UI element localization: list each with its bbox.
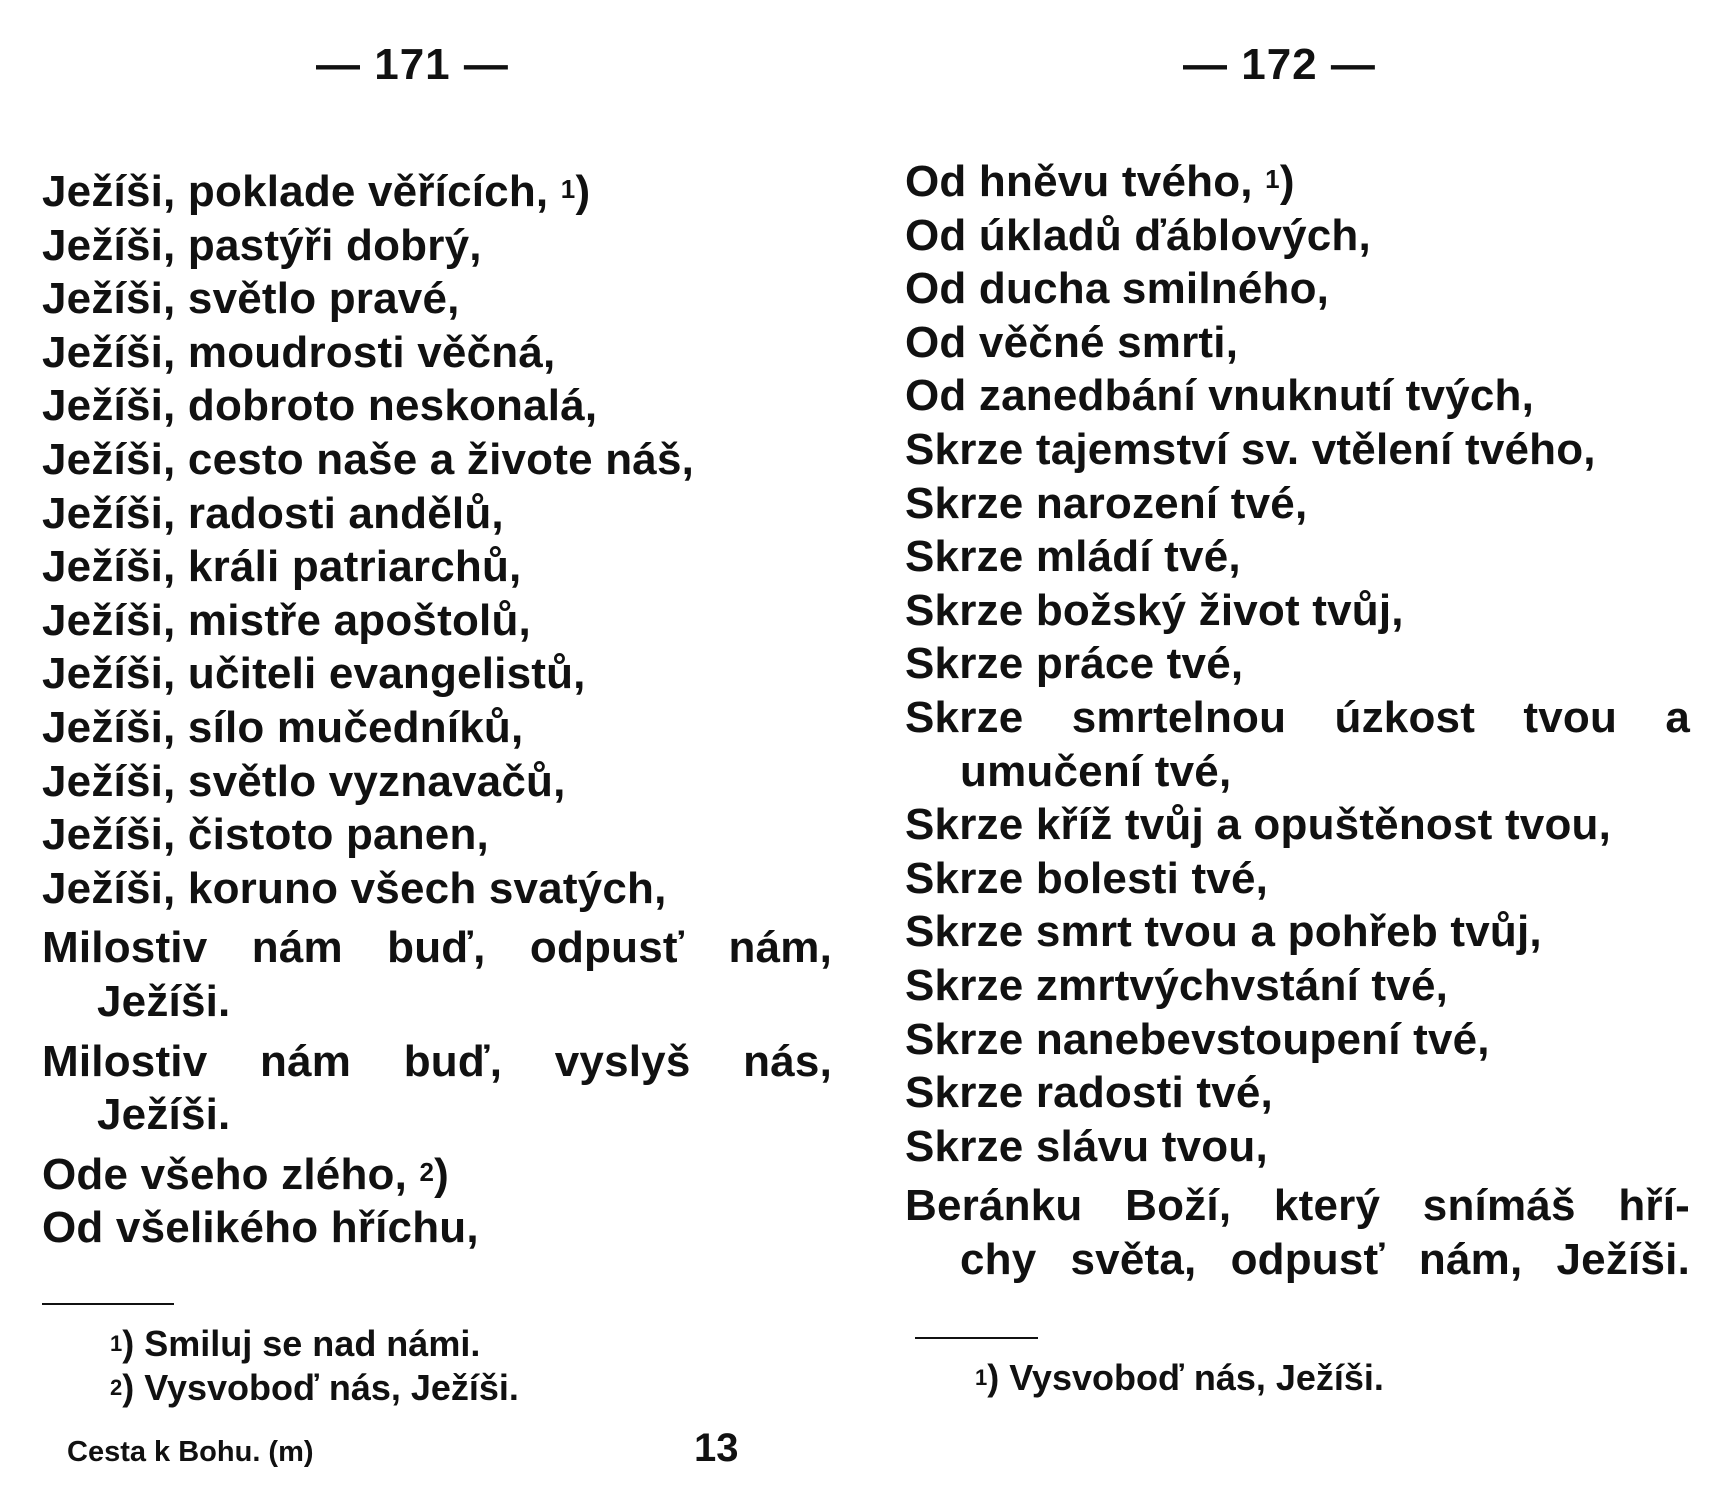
- text-line: chy světa, odpusť nám, Ježíši.: [960, 1234, 1690, 1284]
- text-line: Skrze mládí tvé,: [905, 532, 1241, 582]
- page-number: — 172 —: [1183, 40, 1376, 89]
- text-line: Ježíši, králi patriarchů,: [42, 542, 522, 592]
- text-line: Milostiv nám buď, odpusť nám,: [42, 923, 832, 973]
- text-line: Ježíši, světlo vyznavačů,: [42, 756, 566, 806]
- text-line: Od ducha smilného,: [905, 264, 1330, 314]
- footnote-divider: [42, 1303, 174, 1305]
- text-line: Skrze nanebevstoupení tvé,: [905, 1014, 1490, 1064]
- footnote-marker: 2: [419, 1156, 435, 1187]
- footnote-divider: [915, 1337, 1038, 1339]
- text-line: Ježíši, moudrosti věčná,: [42, 327, 556, 377]
- text-line: Skrze práce tvé,: [905, 639, 1244, 689]
- text-line: Ježíši.: [97, 976, 231, 1026]
- text-line: Skrze bolesti tvé,: [905, 853, 1269, 903]
- text-line: Od hněvu tvého, $^1$): [905, 157, 1295, 206]
- text-line: Ježíši, čistoto panen,: [42, 810, 489, 860]
- page-number: — 171 —: [316, 40, 509, 89]
- footnotes: [110, 1322, 519, 1410]
- text-line: Ježíši, sílo mučedníků,: [42, 702, 524, 752]
- sheet-number: 13: [694, 1426, 739, 1470]
- text-line: Ježíši, dobroto neskonalá,: [42, 381, 598, 431]
- text-line: Ježíši.: [97, 1090, 231, 1140]
- litany-text: [42, 165, 832, 1255]
- text-line: Skrze božský život tvůj,: [905, 585, 1404, 635]
- footnote: $^2$) Vysvoboď nás, Ježíši.: [110, 1367, 519, 1408]
- text-line: Ježíši, světlo pravé,: [42, 274, 460, 324]
- text-line: Ježíši, učiteli evangelistů,: [42, 649, 586, 699]
- text-line: Ježíši, radosti andělů,: [42, 488, 504, 538]
- text-line: Ježíši, koruno všech svatých,: [42, 863, 667, 913]
- text-line: Ježíši, poklade věřících, $^1$): [42, 167, 591, 216]
- text-line: Od věčné smrti,: [905, 317, 1239, 367]
- signature-mark: Cesta k Bohu. (m): [67, 1436, 314, 1468]
- text-line: Od zanedbání vnuknutí tvých,: [905, 371, 1535, 421]
- text-line: Skrze radosti tvé,: [905, 1068, 1273, 1118]
- text-line: Skrze tajemství sv. vtělení tvého,: [905, 424, 1596, 474]
- text-line: Skrze slávu tvou,: [905, 1121, 1268, 1171]
- text-line: Beránku Boží, který snímáš hří-: [905, 1181, 1690, 1231]
- footnotes: [975, 1356, 1384, 1400]
- text-line: Ode všeho zlého, $^2$): [42, 1149, 450, 1199]
- text-line: Ježíši, mistře apoštolů,: [42, 595, 531, 645]
- text-line: Od všelikého hříchu,: [42, 1203, 479, 1253]
- text-line: umučení tvé,: [960, 746, 1232, 796]
- text-line: Skrze kříž tvůj a opuštěnost tvou,: [905, 800, 1612, 850]
- footnote: $^1$) Smiluj se nad námi.: [110, 1323, 481, 1364]
- text-line: Skrze zmrtvýchvstání tvé,: [905, 960, 1449, 1010]
- footnote-marker: 1: [1265, 164, 1280, 194]
- text-line: Skrze narození tvé,: [905, 478, 1308, 528]
- text-line: Ježíši, cesto naše a živote náš,: [42, 434, 695, 484]
- text-line: Od úkladů ďáblových,: [905, 210, 1371, 260]
- footnote: $^1$) Vysvoboď nás, Ježíši.: [975, 1357, 1384, 1398]
- footnote-marker: 1: [560, 174, 576, 204]
- text-line: Ježíši, pastýři dobrý,: [42, 220, 482, 270]
- text-line: Milostiv nám buď, vyslyš nás,: [42, 1036, 832, 1086]
- litany-text: [905, 155, 1690, 1286]
- text-line: Skrze smrt tvou a pohřeb tvůj,: [905, 907, 1542, 957]
- text-line: Skrze smrtelnou úzkost tvou a: [905, 692, 1690, 742]
